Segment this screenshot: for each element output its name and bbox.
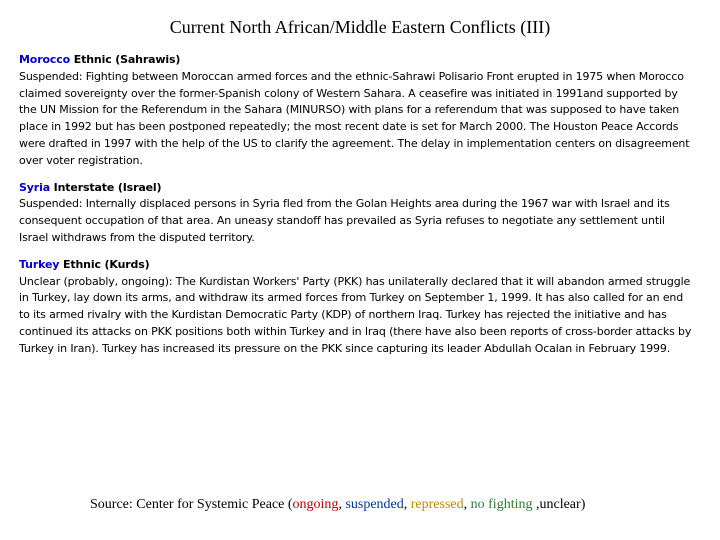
page-title: Current North African/Middle Eastern Conflicts (III) (169, 17, 551, 37)
conflict-description: Suspended: Internally displaced persons in Syria fled from the Golan Heights area during the 1967 war with Israel and its consequent occupation of that area. An uneasy standoff has prevailed as Syria refuses to negotiate any settlement until Israel withdraws from the disputed territory. (19, 197, 670, 244)
conflict-description: Unclear (probably, ongoing): The Kurdistan Workers' Party (PKK) has unilaterally declared that it will abandon armed struggle in Turkey, lay down its arms, and withdraw its armed forces from Turkey on September 1, 1999. It has also called for an end to its armed rivalry with the Kurdistan Democratic Party (KDP) of northern Iraq. Turkey has rejected the initiative and has continued its attacks on PKK positions both within Turkey and in Iraq (there have also been reports of cross-border attacks by Turkey in Iran). Turkey has increased its pressure on the PKK since capturing its leader Abdullah Ocalan in February 1999. (19, 274, 692, 355)
conflict-type: Interstate (Israel) (53, 180, 162, 194)
source-prefix: Source: Center for Systemic Peace ( (90, 497, 293, 512)
legend-no-fighting: no fighting (470, 497, 533, 512)
conflict-list (19, 52, 697, 368)
legend-ongoing: ongoing (292, 497, 339, 512)
legend-separator: , (338, 497, 346, 512)
country-name: Morocco (19, 53, 71, 66)
conflict-heading (19, 257, 697, 274)
conflict-type: Ethnic (Sahrawis) (73, 53, 181, 66)
legend-separator: , (463, 497, 471, 512)
legend-unclear: unclear (539, 497, 581, 512)
conflict-description: Suspended: Fighting between Moroccan armed forces and the ethnic-Sahrawi Polisario Front erupted in 1975 when Morocco claimed sovereignty over the former-Spanish colony of Western Sahara. A ceasefire was initiated in 1991and supported by the UN Mission for the Referendum in the Sahara (MINURSO) with plans for a referendum that was supposed to have taken place in 1992 but has been postponed repeatedly; the most recent date is set for March 2000. The Houston Peace Accords were drafted in 1997 with the help of the US to clarify the agreement. The delay in implementation centers on disagreement over voter registration. (19, 69, 690, 167)
conflict-morocco (19, 52, 697, 170)
legend-suspended: suspended (345, 497, 404, 512)
country-name: Turkey (19, 257, 60, 271)
conflict-heading (19, 52, 697, 69)
source-citation (90, 496, 585, 514)
legend-separator: , (532, 497, 540, 512)
legend-repressed: repressed (410, 497, 464, 512)
legend-separator: , (403, 497, 411, 512)
source-suffix: ) (580, 497, 586, 512)
country-name: Syria (19, 180, 50, 194)
conflict-turkey (19, 257, 697, 358)
conflict-type: Ethnic (Kurds) (63, 257, 150, 271)
conflict-heading (19, 180, 697, 197)
conflict-syria (19, 180, 697, 247)
